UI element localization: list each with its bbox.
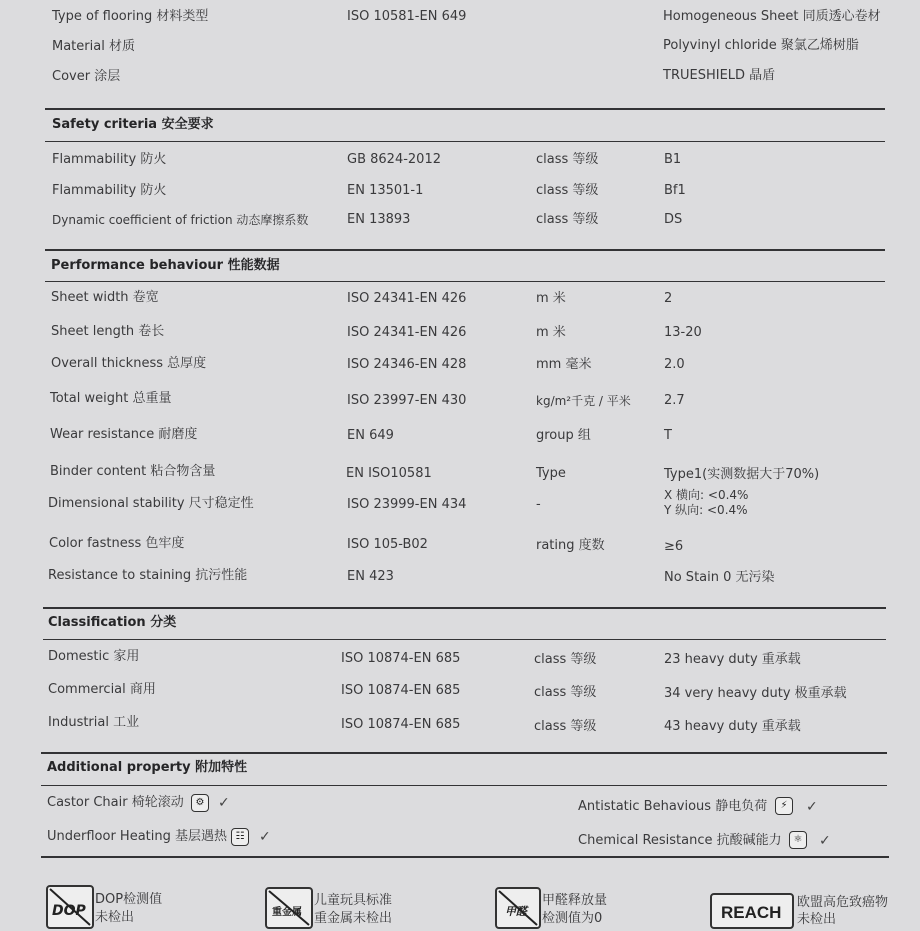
row-label: Flammability 防火: [52, 152, 167, 167]
row-unit: group 组: [536, 428, 591, 443]
check-icon: ✓: [819, 833, 831, 849]
row-value: Bf1: [664, 183, 686, 198]
row-unit: kg/m²千克 / 平米: [536, 394, 631, 408]
row-value: ≥6: [664, 539, 684, 554]
check-icon: ✓: [218, 795, 230, 811]
section-divider: [45, 141, 885, 142]
row-unit: m 米: [536, 291, 566, 306]
row-value: 2.7: [664, 393, 685, 408]
reach-badge-icon: [710, 893, 794, 929]
row-value: 43 heavy duty 重承载: [664, 719, 801, 734]
row-unit: class 等级: [536, 183, 599, 198]
row-standard: ISO 24346-EN 428: [347, 357, 467, 372]
row-standard: ISO 10874-EN 685: [341, 717, 461, 732]
section-title: Safety criteria 安全要求: [52, 117, 214, 132]
section-divider: [43, 607, 886, 609]
row-value: T: [664, 428, 672, 443]
row-standard: ISO 24341-EN 426: [347, 291, 467, 306]
row-label: Flammability 防火: [52, 183, 167, 198]
badge-line2: 检测值为0: [542, 911, 603, 926]
underfloor-heating-label: Underfloor Heating 基层遇热: [47, 829, 227, 844]
row-value: Homogeneous Sheet 同质透心卷材: [663, 9, 881, 24]
badge-line2: 未检出: [95, 910, 135, 925]
row-value: Type1(实测数据大于70%): [664, 467, 820, 482]
row-value: 2: [664, 291, 673, 306]
row-label: Overall thickness 总厚度: [51, 356, 207, 371]
section-divider: [45, 108, 885, 110]
row-unit: rating 度数: [536, 538, 605, 553]
row-label: Industrial 工业: [48, 715, 140, 730]
row-value: X 横向: <0.4%: [664, 488, 749, 502]
row-standard: EN ISO10581: [346, 466, 432, 481]
chemical-resistance-label: Chemical Resistance 抗酸碱能力: [578, 833, 782, 848]
section-title: Performance behaviour 性能数据: [51, 258, 280, 273]
section-title: Classification 分类: [48, 615, 177, 630]
row-standard: EN 13893: [347, 212, 411, 227]
row-label: Total weight 总重量: [50, 391, 172, 406]
castor-chair-icon: ⚙: [191, 794, 209, 812]
row-value-secondary: Y 纵向: <0.4%: [664, 503, 748, 517]
antistatic-icon: ⚡: [775, 797, 793, 815]
row-label: Material 材质: [52, 39, 135, 54]
section-divider: [41, 856, 889, 858]
row-label: Domestic 家用: [48, 649, 140, 664]
section-divider: [45, 281, 885, 282]
row-unit: mm 毫米: [536, 357, 592, 372]
row-unit: -: [536, 497, 541, 512]
row-label: Binder content 粘合物含量: [50, 464, 216, 479]
section-title: Additional property 附加特性: [47, 760, 248, 775]
row-label: Resistance to staining 抗污性能: [48, 568, 248, 583]
dop-badge-icon: [46, 885, 94, 929]
badge-line2: 重金属未检出: [314, 911, 393, 926]
row-label: Dimensional stability 尺寸稳定性: [48, 496, 254, 511]
row-value: 34 very heavy duty 极重承载: [664, 686, 847, 701]
row-value: 2.0: [664, 357, 685, 372]
row-label: Commercial 商用: [48, 682, 156, 697]
row-unit: m 米: [536, 325, 566, 340]
row-value: B1: [664, 152, 682, 167]
row-standard: ISO 10874-EN 685: [341, 683, 461, 698]
badge-line1: 欧盟高危致癌物: [797, 895, 889, 910]
row-value: No Stain 0 无污染: [664, 570, 775, 585]
row-label: Color fastness 色牢度: [49, 536, 185, 551]
badge-line2: 未检出: [797, 912, 837, 927]
underfloor-heating-icon: ☷: [231, 828, 249, 846]
row-unit: Type: [536, 466, 566, 481]
row-label: Sheet length 卷长: [51, 324, 165, 339]
heavy-metal-badge-icon: [265, 887, 313, 929]
row-standard: ISO 10581-EN 649: [347, 9, 467, 24]
badge-logo: DOP: [52, 903, 86, 919]
row-unit: class 等级: [534, 719, 597, 734]
badge-logo: 甲醛: [505, 905, 527, 918]
chemical-resistance-icon: ⚛: [789, 831, 807, 849]
row-standard: EN 423: [347, 569, 394, 584]
row-value: Polyvinyl chloride 聚氯乙烯树脂: [663, 38, 859, 53]
row-value: 13-20: [664, 325, 702, 340]
check-icon: ✓: [806, 799, 818, 815]
row-standard: GB 8624-2012: [347, 152, 441, 167]
section-divider: [45, 249, 885, 251]
row-standard: ISO 23999-EN 434: [347, 497, 467, 512]
row-value: TRUESHIELD 晶盾: [663, 68, 776, 83]
row-label: Cover 涂层: [52, 69, 121, 84]
row-label: Sheet width 卷宽: [51, 290, 159, 305]
row-unit: class 等级: [534, 685, 597, 700]
row-label: Wear resistance 耐磨度: [50, 427, 198, 442]
row-value: DS: [664, 212, 683, 227]
badge-line1: 儿童玩具标准: [314, 893, 393, 908]
row-standard: ISO 23997-EN 430: [347, 393, 467, 408]
section-divider: [41, 752, 887, 754]
castor-chair-label: Castor Chair 椅轮滚动: [47, 795, 184, 810]
section-divider: [43, 639, 886, 640]
row-label: Dynamic coefficient of friction 动态摩擦系数: [52, 213, 309, 227]
row-standard: ISO 24341-EN 426: [347, 325, 467, 340]
row-standard: EN 13501-1: [347, 183, 424, 198]
badge-logo: 重金属: [272, 907, 302, 918]
row-standard: ISO 105-B02: [347, 537, 428, 552]
row-unit: class 等级: [534, 652, 597, 667]
badge-logo: REACH: [721, 903, 782, 922]
badge-line1: DOP检测值: [95, 892, 163, 907]
row-unit: class 等级: [536, 152, 599, 167]
badge-line1: 甲醛释放量: [542, 893, 608, 908]
section-divider: [41, 785, 887, 786]
row-value: 23 heavy duty 重承载: [664, 652, 801, 667]
antistatic-label: Antistatic Behavious 静电负荷: [578, 799, 768, 814]
row-unit: class 等级: [536, 212, 599, 227]
formaldehyde-badge-icon: [495, 887, 541, 929]
row-standard: EN 649: [347, 428, 394, 443]
row-standard: ISO 10874-EN 685: [341, 651, 461, 666]
check-icon: ✓: [259, 829, 271, 845]
row-label: Type of flooring 材料类型: [52, 9, 209, 24]
